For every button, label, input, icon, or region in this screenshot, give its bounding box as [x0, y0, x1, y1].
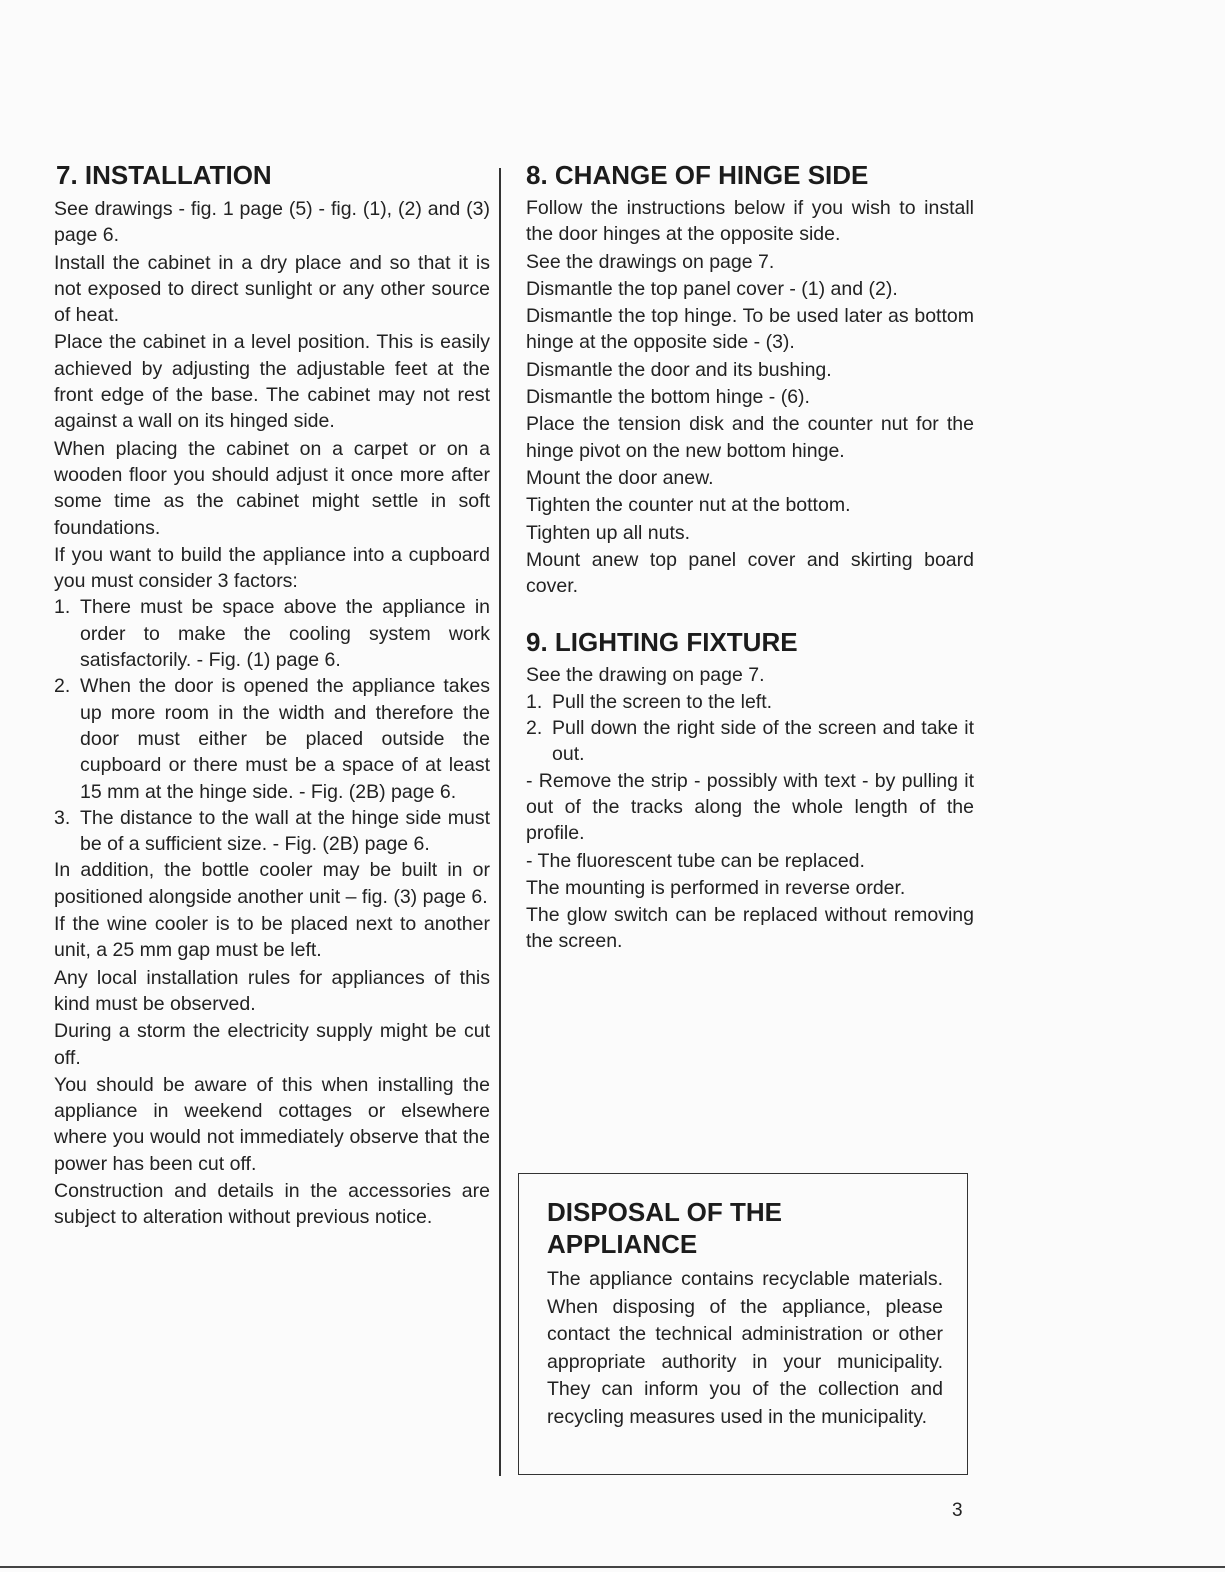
installation-paragraph: In addition, the bottle cooler may be built in or positioned alongside another unit – fig. (3) page 6.: [54, 859, 490, 908]
hinge-paragraph: Dismantle the top hinge. To be used later as bottom hinge at the opposite side - (3).: [526, 305, 974, 354]
hinge-section: [526, 160, 974, 599]
list-item-number: 2.: [54, 675, 71, 698]
installation-paragraph: Construction and details in the accessories are subject to alteration without previous notice.: [54, 1179, 490, 1229]
installation-section: [46, 160, 490, 1231]
list-item-text: The distance to the wall at the hinge side must be of a sufficient size. - Fig. (2B) page 6.: [80, 806, 490, 856]
installation-paragraph: You should be aware of this when installing the appliance in weekend cottages or elsewhere where you would not immediately observe that the power has been cut off.: [54, 1073, 490, 1175]
list-item-number: 2.: [526, 717, 543, 740]
installation-paragraph: If you want to build the appliance into a cupboard you must consider 3 factors:: [54, 543, 490, 593]
lighting-paragraph: The glow switch can be replaced without removing the screen.: [526, 904, 974, 953]
lighting-paragraph: - Remove the strip - possibly with text - by pulling it out of the tracks along the whole length of the profile.: [526, 769, 974, 845]
hinge-paragraph: See the drawings on page 7.: [526, 250, 775, 273]
installation-paragraph: Place the cabinet in a level position. This is easily achieved by adjusting the adjustable feet at the front edge of the base. The cabinet may not rest against a wall on its hinged side.: [54, 331, 490, 433]
disposal-heading-line1: DISPOSAL OF THE: [547, 1197, 782, 1227]
disposal-box: [518, 1173, 968, 1475]
page-number: 3: [952, 1500, 963, 1521]
list-item: [54, 805, 490, 858]
hinge-paragraph: Place the tension disk and the counter nut for the hinge pivot on the new bottom hinge.: [526, 413, 974, 462]
disposal-text: The appliance contains recyclable materials. When disposing of the appliance, please contact the technical administration or other appropriate authority in your municipality. They can inform you of the collection and recycling measures used in the municipality.: [547, 1268, 943, 1428]
list-item-text: Pull down the right side of the screen and take it out.: [552, 717, 974, 766]
disposal-heading-line2: APPLIANCE: [547, 1229, 698, 1259]
installation-paragraph: Any local installation rules for appliances of this kind must be observed.: [54, 966, 490, 1015]
installation-heading: 7. INSTALLATION: [56, 160, 272, 190]
column-divider: [499, 168, 501, 1476]
list-item: [54, 594, 490, 673]
hinge-paragraph: Dismantle the top panel cover - (1) and (2).: [526, 277, 898, 300]
installation-paragraph: When placing the cabinet on a carpet or on a wooden floor you should adjust it once more after some time as the cabinet might settle in soft foundations.: [54, 437, 490, 539]
hinge-heading: 8. CHANGE OF HINGE SIDE: [526, 160, 869, 190]
list-item-number: 1.: [526, 690, 543, 713]
lighting-section: [526, 627, 974, 954]
lighting-paragraph: The mounting is performed in reverse order.: [526, 876, 906, 899]
hinge-paragraph: Mount the door anew.: [526, 466, 714, 489]
list-item: [54, 673, 490, 804]
hinge-paragraph: Tighten up all nuts.: [526, 521, 691, 544]
installation-paragraph: During a storm the electricity supply might be cut off.: [54, 1020, 490, 1069]
list-item-text: When the door is opened the appliance takes up more room in the width and therefore the door must either be placed outside the cupboard or there must be a space of at least 15 mm at the hinge side. - Fig. (2B) page 6.: [80, 675, 490, 803]
hinge-paragraph: Dismantle the door and its bushing.: [526, 358, 832, 381]
hinge-paragraph: Follow the instructions below if you wish to install the door hinges at the opposite side.: [526, 197, 974, 246]
list-item-text: Pull the screen to the left.: [552, 690, 773, 713]
installation-paragraph: Install the cabinet in a dry place and so that it is not exposed to direct sunlight or any other source of heat.: [54, 251, 490, 327]
list-item: [526, 689, 974, 715]
installation-paragraph: See drawings - fig. 1 page (5) - fig. (1), (2) and (3) page 6.: [54, 198, 490, 247]
installation-paragraph: If the wine cooler is to be placed next to another unit, a 25 mm gap must be left.: [54, 913, 490, 962]
list-item: [526, 715, 974, 768]
list-item-number: 1.: [54, 596, 71, 619]
scan-edge-line: [0, 1566, 1225, 1568]
right-column: [526, 160, 974, 955]
hinge-paragraph: Dismantle the bottom hinge - (6).: [526, 386, 810, 409]
lighting-heading: 9. LIGHTING FIXTURE: [526, 627, 798, 658]
hinge-paragraph: Mount anew top panel cover and skirting board cover.: [526, 548, 974, 598]
lighting-intro: See the drawing on page 7.: [526, 664, 765, 687]
disposal-heading: [547, 1196, 943, 1260]
lighting-paragraph: - The fluorescent tube can be replaced.: [526, 849, 865, 872]
list-item-text: There must be space above the appliance in order to make the cooling system work satisfactorily. - Fig. (1) page 6.: [80, 596, 490, 672]
list-item-number: 3.: [54, 806, 71, 829]
hinge-paragraph: Tighten the counter nut at the bottom.: [526, 494, 851, 517]
